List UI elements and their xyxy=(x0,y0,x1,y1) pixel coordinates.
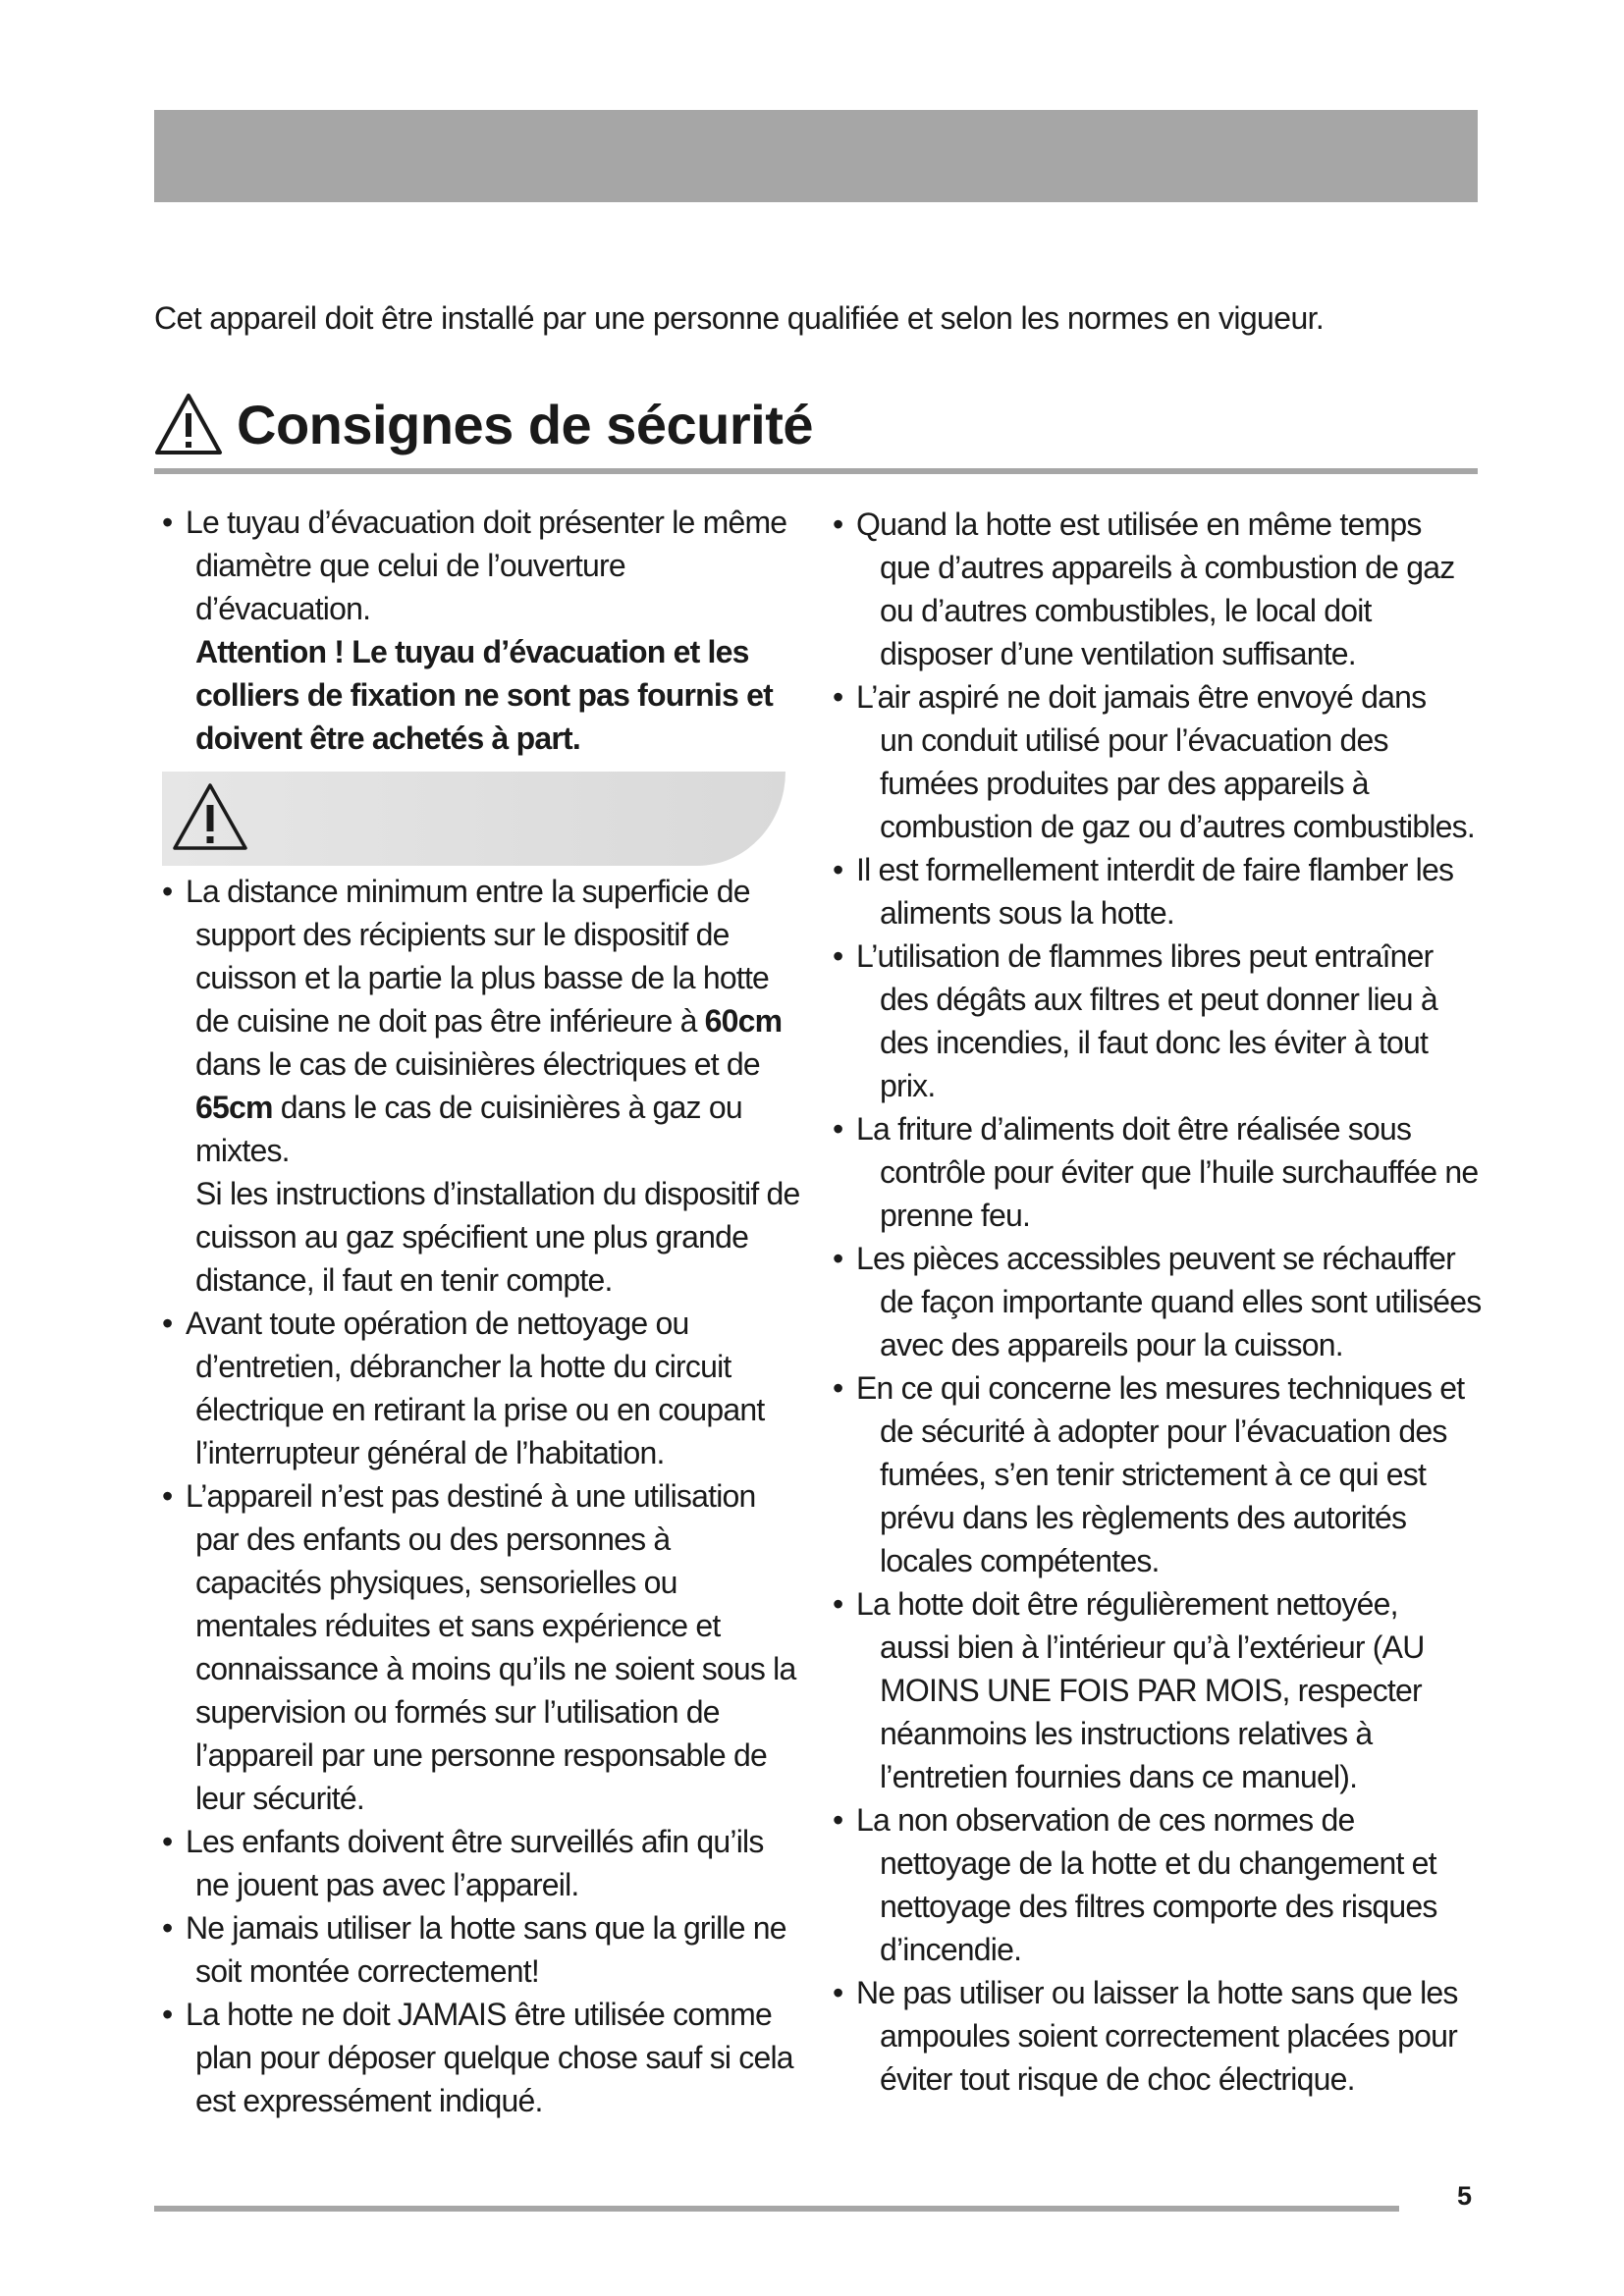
page-title: Consignes de sécurité xyxy=(237,393,814,455)
list-item: • Les pièces accessibles peuvent se réchauffer de façon importante quand elles sont utilisées avec des appareils pour la cuisson. xyxy=(833,1237,1486,1366)
intro-text: Cet appareil doit être installé par une personne qualifiée et selon les normes en vigueur. xyxy=(154,300,1325,336)
left-column xyxy=(162,501,805,2122)
list-item: • Quand la hotte est utilisée en même temps que d’autres appareils à combustion de gaz ou d’autres combustibles, le local doit disposer d’une ventilation suffisante. xyxy=(833,503,1486,675)
list-item: • Le tuyau d’évacuation doit présenter le même diamètre que celui de l’ouverture d’évacuation. Attention ! Le tuyau d’évacuation et les colliers de fixation ne sont pas fournis et doivent être achetés à part. xyxy=(162,501,805,760)
list-item: • La distance minimum entre la superficie de support des récipients sur le dispositif de cuisson et la partie la plus basse de la hotte de cuisine ne doit pas être inférieure à 60cm dans le cas de cuisinières électriques et de 65cm dans le cas de cuisinières à gaz ou mixtes. Si les instructions d’installation du dispositif de cuisson au gaz spécifient une plus grande distance, il faut en tenir compte. xyxy=(162,870,805,1302)
list-item: • La non observation de ces normes de nettoyage de la hotte et du changement et nettoyage des filtres comporte des risques d’incendie. xyxy=(833,1798,1486,1971)
list-item: • La friture d’aliments doit être réalisée sous contrôle pour éviter que l’huile surchauffée ne prenne feu. xyxy=(833,1107,1486,1237)
page-number: 5 xyxy=(1457,2181,1473,2211)
list-item: • Ne pas utiliser ou laisser la hotte sans que les ampoules soient correctement placées pour éviter tout risque de choc électrique. xyxy=(833,1971,1486,2101)
header-band xyxy=(154,110,1478,202)
attention-note: Attention ! Le tuyau d’évacuation et les xyxy=(195,634,749,669)
list-item: • En ce qui concerne les mesures techniques et de sécurité à adopter pour l’évacuation des fumées, s’en tenir strictement à ce qui est prévu dans les règlements des autorités locales compétentes. xyxy=(833,1366,1486,1582)
list-item: • Ne jamais utiliser la hotte sans que la grille ne soit montée correctement! xyxy=(162,1906,805,1993)
footer-rule xyxy=(154,2206,1399,2212)
list-item: • Il est formellement interdit de faire flamber les aliments sous la hotte. xyxy=(833,848,1486,934)
warning-band xyxy=(162,772,805,866)
section-title-row xyxy=(154,385,813,463)
list-item: • L’air aspiré ne doit jamais être envoyé dans un conduit utilisé pour l’évacuation des fumées produites par des appareils à combustion de gaz ou d’autres combustibles. xyxy=(833,675,1486,848)
list-item: • La hotte ne doit JAMAIS être utilisée comme plan pour déposer quelque chose sauf si cela est expressément indiqué. xyxy=(162,1993,805,2122)
list-item: • Les enfants doivent être surveillés afin qu’ils ne jouent pas avec l’appareil. xyxy=(162,1820,805,1906)
right-column xyxy=(833,503,1486,2101)
list-item: • La hotte doit être régulièrement nettoyée, aussi bien à l’intérieur qu’à l’extérieur (AU MOINS UNE FOIS PAR MOIS, respecter néanmoins les instructions relatives à l’entretien fournies dans ce manuel). xyxy=(833,1582,1486,1798)
list-item: • L’appareil n’est pas destiné à une utilisation par des enfants ou des personnes à capacités physiques, sensorielles ou mentales réduites et sans expérience et connaissance à moins qu’ils ne soient sous la supervision ou formés sur l’utilisation de l’appareil par une personne responsable de leur sécurité. xyxy=(162,1474,805,1820)
list-item: • L’utilisation de flammes libres peut entraîner des dégâts aux filtres et peut donner lieu à des incendies, il faut donc les éviter à tout prix. xyxy=(833,934,1486,1107)
warning-triangle-icon xyxy=(170,779,250,854)
list-item: • Avant toute opération de nettoyage ou d’entretien, débrancher la hotte du circuit électrique en retirant la prise ou en coupant l’interrupteur général de l’habitation. xyxy=(162,1302,805,1474)
title-rule xyxy=(154,468,1478,474)
warning-triangle-icon xyxy=(154,392,223,456)
